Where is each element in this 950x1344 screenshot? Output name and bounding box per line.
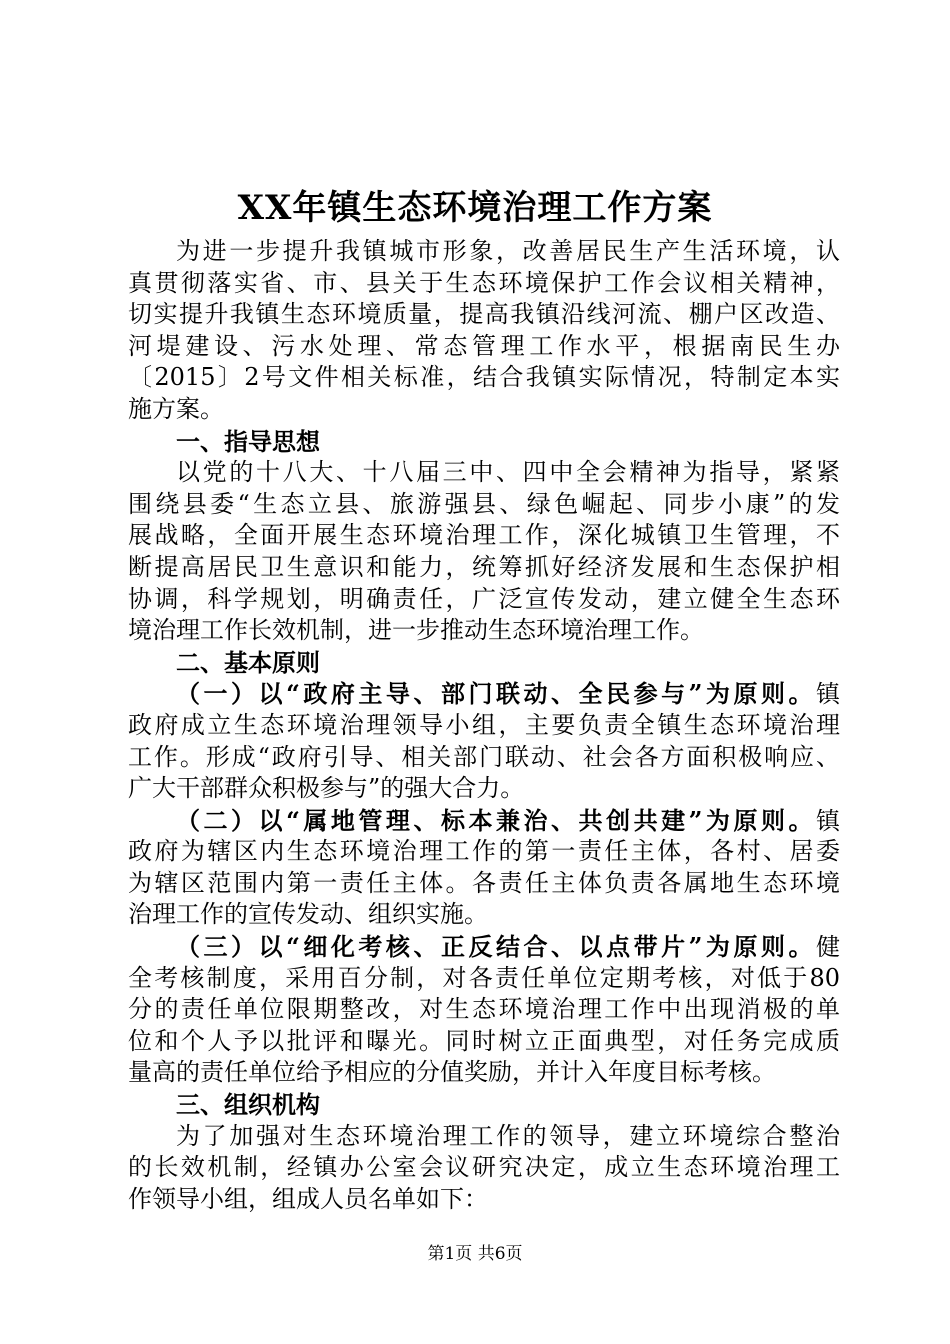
paragraph-line: 治理工作的宣传发动、组织实施。 bbox=[128, 900, 488, 929]
principle-line bbox=[128, 678, 840, 710]
document-body bbox=[128, 236, 840, 1215]
paragraph-line: 工作。形成“政府引导、相关部门联动、社会各方面积极响应、 bbox=[128, 742, 840, 771]
paragraph-line: 为辖区范围内第一责任主体。各责任主体负责各属地生态环境 bbox=[128, 868, 840, 897]
paragraph-line: 为了加强对生态环境治理工作的领导，建立环境综合整治 bbox=[176, 1121, 840, 1150]
paragraph-line: 分的责任单位限期整改，对生态环境治理工作中出现消极的单 bbox=[128, 995, 840, 1024]
principle-heading: （二）以“属地管理、标本兼治、共创共建”为原则。 bbox=[176, 805, 816, 835]
paragraph-line: 施方案。 bbox=[128, 394, 224, 423]
paragraph-line: 〔2015〕2号文件相关标准，结合我镇实际情况，特制定本实 bbox=[128, 363, 840, 392]
section-heading: 一、指导思想 bbox=[176, 426, 320, 456]
document-title: XX年镇生态环境治理工作方案 bbox=[237, 188, 713, 228]
principle-line bbox=[128, 805, 840, 837]
paragraph-line: 量高的责任单位给予相应的分值奖励，并计入年度目标考核。 bbox=[128, 1058, 776, 1087]
paragraph-line: 以党的十八大、十八届三中、四中全会精神为指导，紧紧 bbox=[176, 458, 840, 487]
principle-line bbox=[128, 931, 840, 963]
paragraph-line: 广大干部群众积极参与”的强大合力。 bbox=[128, 774, 525, 803]
paragraph-line: 展战略，全面开展生态环境治理工作，深化城镇卫生管理，不 bbox=[128, 521, 840, 550]
paragraph-line: 协调，科学规划，明确责任，广泛宣传发动，建立健全生态环 bbox=[128, 584, 840, 613]
paragraph-line: 位和个人予以批评和曝光。同时树立正面典型，对任务完成质 bbox=[128, 1026, 840, 1055]
principle-heading: （一）以“政府主导、部门联动、全民参与”为原则。 bbox=[176, 679, 816, 709]
principle-heading: （三）以“细化考核、正反结合、以点带片”为原则。 bbox=[176, 932, 816, 962]
paragraph-text: 镇 bbox=[816, 806, 840, 835]
section-heading: 二、基本原则 bbox=[176, 647, 320, 677]
section-heading: 三、组织机构 bbox=[176, 1090, 320, 1120]
paragraph-line: 围绕县委“生态立县、旅游强县、绿色崛起、同步小康”的发 bbox=[128, 489, 840, 518]
paragraph-line: 的长效机制，经镇办公室会议研究决定，成立生态环境治理工 bbox=[128, 1153, 840, 1182]
paragraph-line: 断提高居民卫生意识和能力，统筹抓好经济发展和生态保护相 bbox=[128, 552, 840, 581]
paragraph-text: 健 bbox=[816, 933, 840, 962]
paragraph-line: 政府为辖区内生态环境治理工作的第一责任主体，各村、居委 bbox=[128, 837, 840, 866]
paragraph-line: 切实提升我镇生态环境质量，提高我镇沿线河流、棚户区改造、 bbox=[128, 300, 840, 329]
paragraph-line: 境治理工作长效机制，进一步推动生态环境治理工作。 bbox=[128, 616, 704, 645]
page-number-footer: 第1页 共6页 bbox=[427, 1244, 523, 1264]
paragraph-line: 河堤建设、污水处理、常态管理工作水平，根据南民生办 bbox=[128, 331, 840, 360]
paragraph-line: 全考核制度，采用百分制，对各责任单位定期考核，对低于80 bbox=[128, 963, 840, 992]
paragraph-line: 真贯彻落实省、市、县关于生态环境保护工作会议相关精神， bbox=[128, 268, 840, 297]
paragraph-line: 为进一步提升我镇城市形象，改善居民生产生活环境，认 bbox=[176, 237, 840, 265]
paragraph-line: 作领导小组，组成人员名单如下： bbox=[128, 1184, 488, 1213]
paragraph-text: 镇 bbox=[816, 680, 840, 709]
paragraph-line: 政府成立生态环境治理领导小组，主要负责全镇生态环境治理 bbox=[128, 710, 840, 739]
